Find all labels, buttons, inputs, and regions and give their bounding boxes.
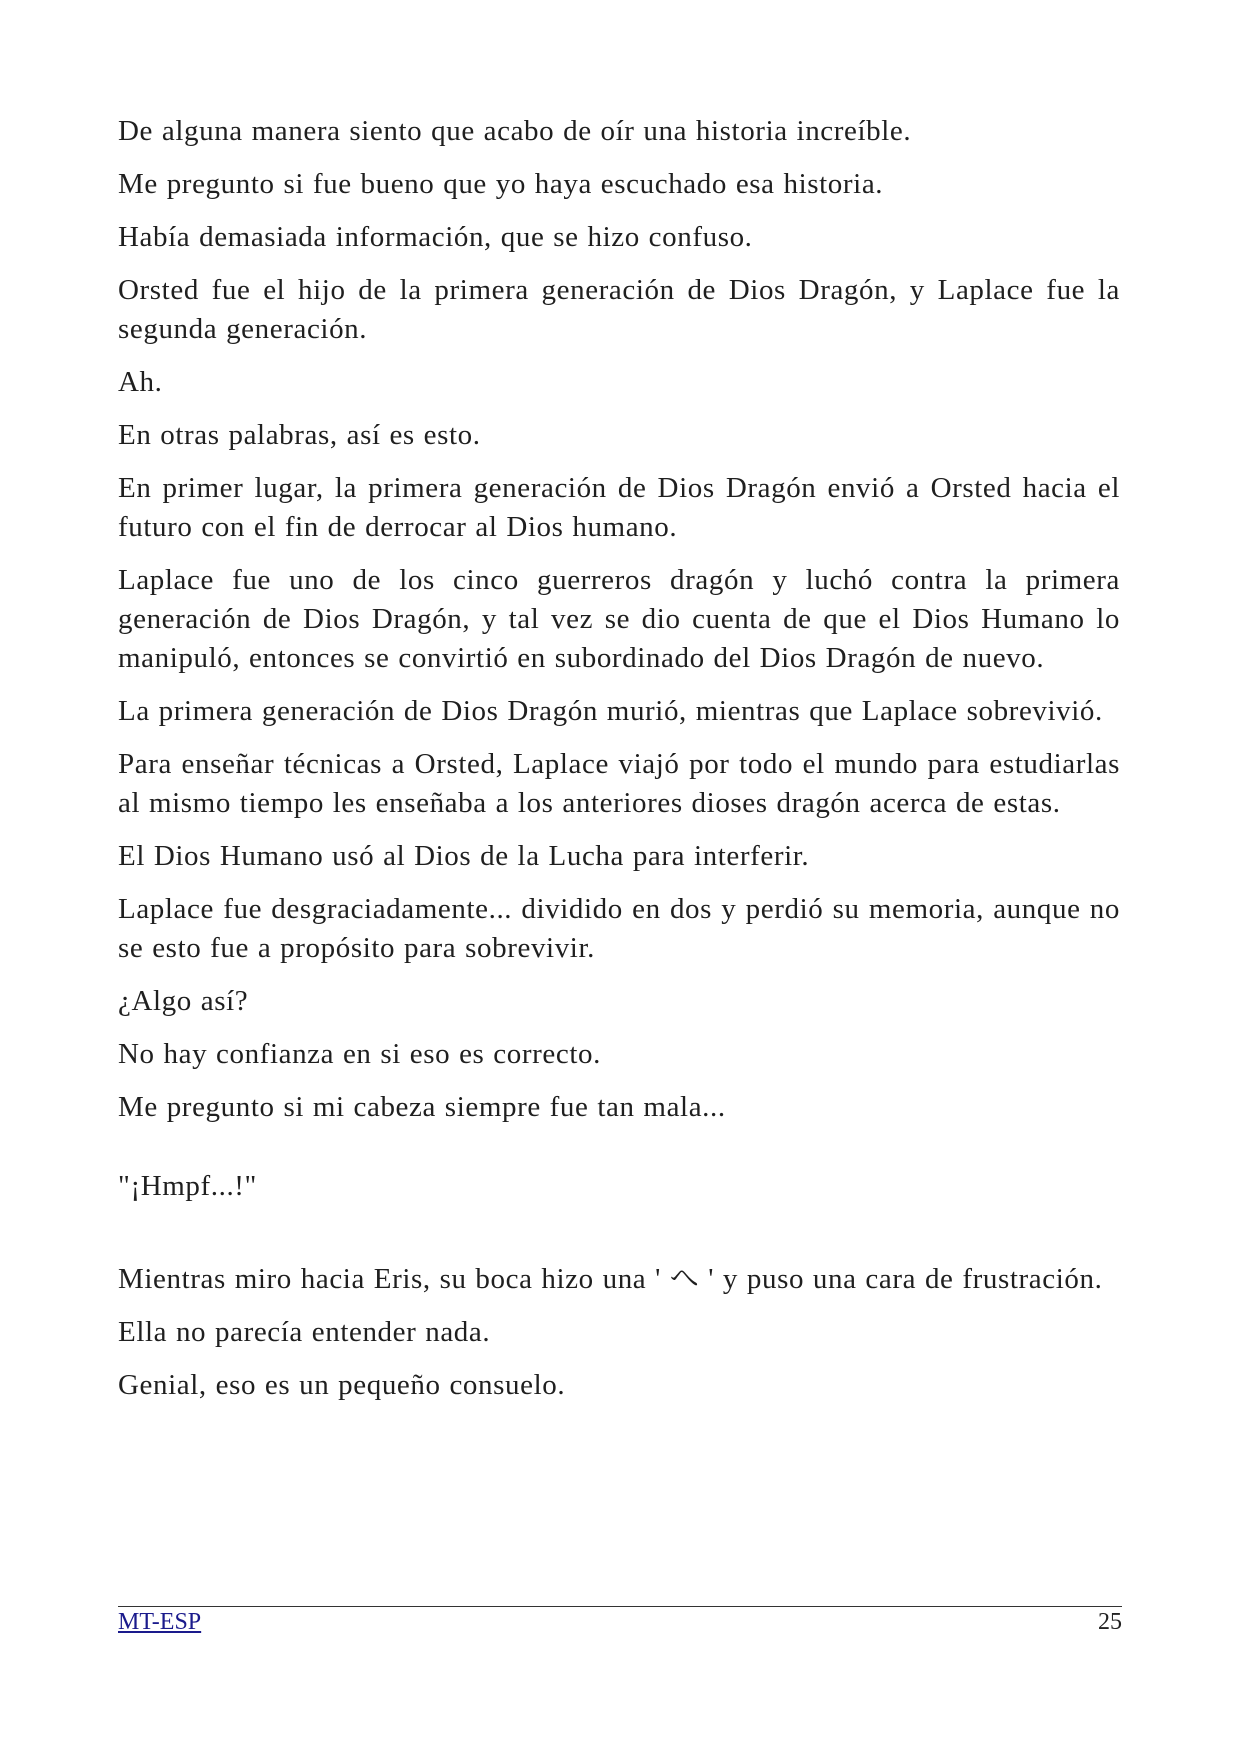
paragraph-10: Para enseñar técnicas a Orsted, Laplace viajó por todo el mundo para estudiarlas al mismo tiempo les enseñaba a los anteriores dioses dragón acerca de estas. xyxy=(118,748,1120,819)
page-number: 25 xyxy=(1098,1609,1122,1635)
paragraph-9: La primera generación de Dios Dragón murió, mientras que Laplace sobrevivió. xyxy=(118,695,1103,727)
paragraph-1: De alguna manera siento que acabo de oír una historia increíble. xyxy=(118,115,912,147)
document-body xyxy=(118,112,1120,1419)
paragraph-15: Me pregunto si mi cabeza siempre fue tan mala... xyxy=(118,1091,726,1123)
paragraph-17: Mientras miro hacia Eris, su boca hizo una ' へ ' y puso una cara de frustración. xyxy=(118,1263,1103,1295)
paragraph-12: Laplace fue desgraciadamente... dividido en dos y perdió su memoria, aunque no se esto fue a propósito para sobrevivir. xyxy=(118,893,1120,964)
dialogue-line: "¡Hmpf...!" xyxy=(118,1170,257,1202)
paragraph-3: Había demasiada información, que se hizo confuso. xyxy=(118,221,753,253)
paragraph-11: El Dios Humano usó al Dios de la Lucha para interferir. xyxy=(118,840,810,872)
paragraph-19: Genial, eso es un pequeño consuelo. xyxy=(118,1369,566,1401)
footer-link[interactable]: MT-ESP xyxy=(118,1609,202,1635)
paragraph-13: ¿Algo así? xyxy=(118,985,249,1017)
paragraph-8: Laplace fue uno de los cinco guerreros dragón y luchó contra la primera generación de Dios Dragón, y tal vez se dio cuenta de que el Dios Humano lo manipuló, entonces se convirtió en subordinado del Dios Dragón de nuevo. xyxy=(118,564,1120,674)
paragraph-18: Ella no parecía entender nada. xyxy=(118,1316,491,1348)
paragraph-6: En otras palabras, así es esto. xyxy=(118,419,481,451)
paragraph-4: Orsted fue el hijo de la primera generación de Dios Dragón, y Laplace fue la segunda generación. xyxy=(118,274,1120,345)
paragraph-7: En primer lugar, la primera generación de Dios Dragón envió a Orsted hacia el futuro con el fin de derrocar al Dios humano. xyxy=(118,472,1120,543)
page-footer xyxy=(118,1606,1122,1636)
paragraph-14: No hay confianza en si eso es correcto. xyxy=(118,1038,601,1070)
paragraph-2: Me pregunto si fue bueno que yo haya escuchado esa historia. xyxy=(118,168,884,200)
paragraph-5: Ah. xyxy=(118,366,163,398)
